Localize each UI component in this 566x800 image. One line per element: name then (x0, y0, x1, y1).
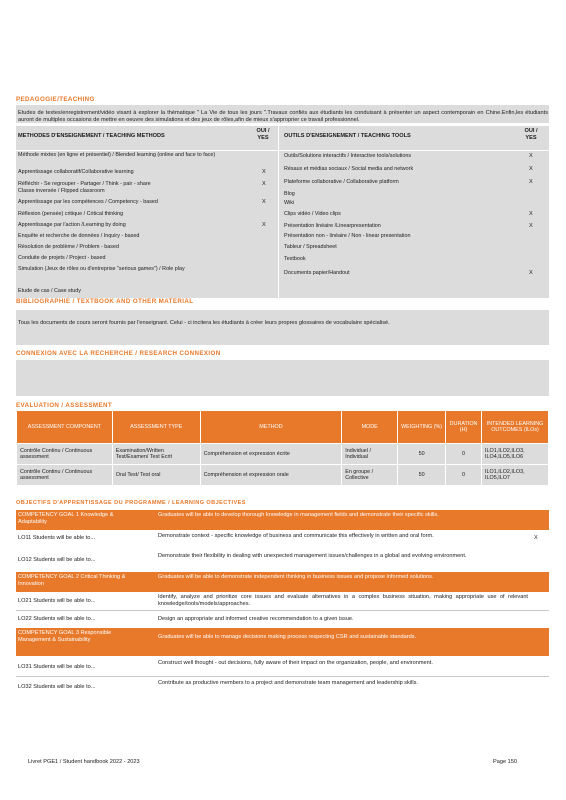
methods-header: METHODES D'ENSEIGNEMENT / TEACHING METHODS (18, 133, 165, 139)
lo21-desc: Identify, analyze and prioritize core issues and evaluate alternatives in a complex business situation, making appropriate use of relevant knowledge/tools/models/approaches. (158, 594, 528, 607)
table-row (17, 465, 549, 486)
method-item: Apprentissage collaboratif/Collaborative learning (18, 169, 134, 175)
tool-mark: X (529, 270, 533, 276)
eval-cell: ILO1,ILO2,ILO3, ILO5,ILO7 (482, 465, 549, 486)
tool-mark: X (529, 211, 533, 217)
lo11-desc: Demonstrate context - specific knowledge of business and communicate this effectively in written and oral form. (158, 533, 434, 539)
method-item: Réfléchir - Se regrouper - Partager / Think - pair - share (18, 181, 151, 187)
lo12-code: LO12 Students will be able to... (18, 557, 96, 563)
tool-item: Wiki (284, 200, 295, 206)
eval-header-duration: DURATION (H) (446, 411, 482, 444)
bibliography-title: BIBLIOGRAPHIE / TEXTBOOK AND OTHER MATERIAL (16, 298, 194, 305)
goal-2-desc: Graduates will be able to demonstrate independent thinking in business issues and propose informed solutions. (158, 574, 434, 580)
eval-cell: 0 (446, 465, 482, 486)
goal-1-desc: Graduates will be able to develop thorough knowledge in management fields and demonstrate their specific skills. (158, 512, 439, 518)
eval-cell: Oral Test/ Test oral (112, 465, 200, 486)
eval-cell: En groupe / Collective (342, 465, 398, 486)
evaluation-title: EVALUATION / ASSESSMENT (16, 402, 113, 409)
tool-item: Textbook (284, 256, 306, 262)
method-item: Classe inversée / Flipped classroom (18, 188, 105, 194)
tools-yes-header: OUI / YES (524, 128, 538, 141)
method-item: Conduite de projets / Project - based (18, 255, 106, 261)
tool-item: Clips vidéo / Video clips (284, 211, 341, 217)
goal-2-label: COMPETENCY GOAL 2 Critical Thinking & Innovation (18, 574, 126, 587)
research-title: CONNEXION AVEC LA RECHERCHE / RESEARCH CONNEXION (16, 350, 221, 357)
tool-item: Plateforme collaborative / Collaborative platform (284, 179, 399, 185)
tools-header: OUTILS D'ENSEIGNEMENT / TEACHING TOOLS (284, 133, 411, 139)
tool-mark: X (529, 166, 533, 172)
tool-mark: X (529, 153, 533, 159)
bibliography-text: Tous les documents de cours seront fournis par l'enseignant. Celui - ci incitera les étudiants à créer leurs propres glossaires de vocabulaire spécialisé. (18, 320, 390, 326)
tool-mark: X (529, 179, 533, 185)
eval-header-ilos: INTENDED LEARNING OUTCOMES (ILOs) (482, 411, 549, 444)
eval-cell: Compréhension et expression orale (200, 465, 342, 486)
eval-header-weighting: WEIGHTING (%) (398, 411, 446, 444)
goal-3-desc: Graduates will be able to manage decisions making process respecting CSR and sustainable standards. (158, 634, 417, 640)
lo22-desc: Design an appropriate and informed creative recommendation to a given issue. (158, 616, 354, 622)
eval-header-type: ASSESSMENT TYPE (112, 411, 200, 444)
eval-cell: 50 (398, 444, 446, 465)
method-item: Résolution de problème / Problem - based (18, 244, 119, 250)
eval-cell: 50 (398, 465, 446, 486)
tool-item: Outils/Solutions interactifs / Interactive tools/solutions (284, 153, 412, 159)
footer-handbook: Livret PGE1 / Student handbook 2022 - 2023 (28, 759, 140, 765)
goal-3-label: COMPETENCY GOAL 3 Responsible Management & Sustainability (18, 630, 112, 643)
research-panel (16, 360, 549, 396)
method-mark: X (262, 199, 266, 205)
tool-item: Présentation linéaire /Linearpresentation (284, 223, 381, 229)
method-item: Etude de cas / Case study (18, 288, 81, 294)
eval-cell: 0 (446, 444, 482, 465)
pedagogy-title: PEDAGOGIE/TEACHING (16, 96, 95, 103)
tool-mark: X (529, 223, 533, 229)
eval-cell: Individuel / Individual (342, 444, 398, 465)
eval-header-method: METHOD (200, 411, 342, 444)
eval-header-mode: MODE (342, 411, 398, 444)
eval-cell: Compréhension et expression écrite (200, 444, 342, 465)
method-item: Apprentissage par l'action /Learning by doing (18, 222, 126, 228)
lo32-code: LO32 Students will be able to... (18, 684, 96, 690)
method-mark: X (262, 222, 266, 228)
tool-item: Tableur / Spreadsheet (284, 244, 337, 250)
tool-item: Résaux et médias sociaux / Social media and network (284, 166, 414, 172)
lo32-desc: Contribute as productive members to a project and demonstrate team management and leadership skills. (158, 680, 418, 686)
eval-cell: Examination/Written Test/Examen/ Test Ecrit (112, 444, 200, 465)
method-item: Méthode mixtes (en ligne et présentiel) / Blended learning (online and face to face) (18, 152, 216, 158)
method-mark: X (262, 181, 266, 187)
lo31-desc: Construct well thought - out decisions, fully aware of their impact on the organization, people, and environment. (158, 660, 433, 666)
methods-yes-header: OUI / YES (256, 128, 270, 141)
tool-item: Blog (284, 191, 295, 197)
eval-cell: ILO1,ILO2,ILO3, ILO4,ILO5,ILO6 (482, 444, 549, 465)
evaluation-table (16, 410, 549, 486)
lo31-code: LO31 Students will be able to... (18, 664, 96, 670)
goal-1-label: COMPETENCY GOAL 1 Knowledge & Adaptability (18, 512, 114, 525)
eval-cell: Contrôle Continu / Continuous assessment (17, 444, 113, 465)
method-item: Enquête et recherche de données / Inquiry - based (18, 233, 140, 239)
lo11-code: LO11 Students will be able to... (18, 535, 96, 541)
objectives-title: OBJECTIFS D'APPRENTISSAGE DU PROGRAMME / LEARNING OBJECTIVES (16, 500, 246, 506)
eval-cell: Contrôle Continu / Continuous assessment (17, 465, 113, 486)
eval-header-component: ASSESSMENT COMPONENT (17, 411, 113, 444)
method-item: Apprentissage par les compétences / Competency - based (18, 199, 158, 205)
lo12-desc: Demonstrate their flexibility in dealing with unexpected management issues/challenges in a global and evolving environment. (158, 553, 467, 559)
tool-item: Présentation non - linéaire / Non - linear presentation (284, 233, 411, 239)
method-item: Réflexion (pensée) critique / Critical thinking (18, 211, 124, 217)
table-row (17, 444, 549, 465)
tool-item: Documents papier/Handout (284, 270, 350, 276)
pedagogy-text: Etudes de textes/enregistrement/vidéo visant à explorer la thématique " La Vie de tous les jours ".Travaux confiés aux étudiants les conduisant à présenter un aspect contemporain en Chine.Enfin,les étudiants auront de multiples occasions de mettre en oeuvre des simulations et des jeux de rôles,afin de mieux s'approprier ce travail professionnel. (18, 110, 548, 123)
page-number: Page 150 (493, 759, 517, 765)
method-mark: X (262, 169, 266, 175)
lo21-code: LO21 Students will be able to... (18, 598, 96, 604)
lo11-mark: X (534, 535, 538, 541)
method-item: Simulation (Jeux de rôles ou d'entreprise "serious games") / Role play (18, 266, 185, 272)
lo22-code: LO22 Students will be able to... (18, 616, 96, 622)
